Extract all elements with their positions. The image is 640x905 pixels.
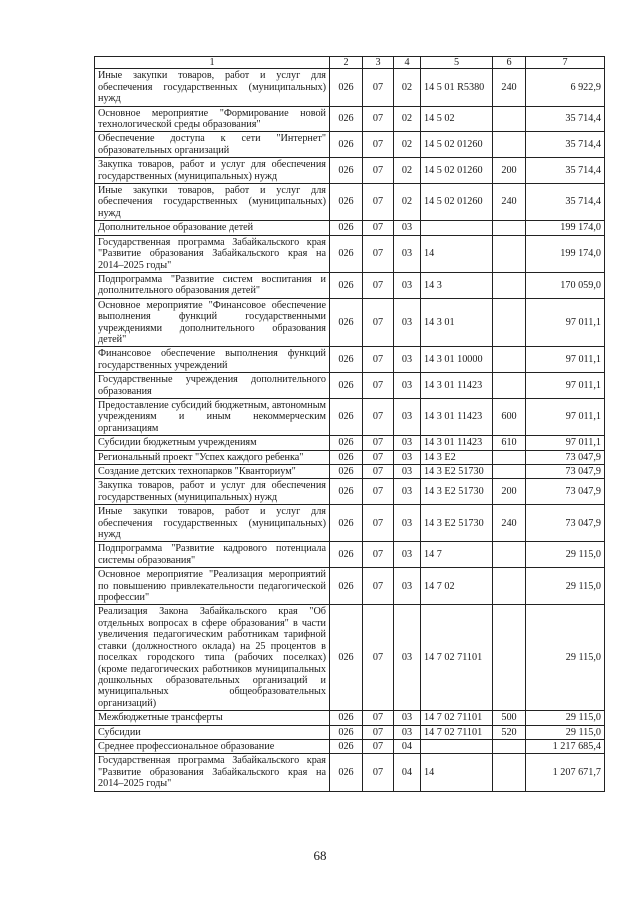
grbs-code: 026 — [330, 347, 363, 373]
section-code: 07 — [363, 754, 394, 791]
expense-type-code: 600 — [493, 398, 526, 435]
expense-type-code: 520 — [493, 725, 526, 739]
table-row — [95, 605, 605, 711]
section-code: 07 — [363, 711, 394, 725]
amount: 1 207 671,7 — [526, 754, 605, 791]
section-code: 07 — [363, 605, 394, 711]
table-row — [95, 450, 605, 464]
table-row — [95, 398, 605, 435]
row-name: Иные закупки товаров, работ и услуг для обеспечения государственных (муниципальных) нужд — [95, 505, 330, 542]
expense-type-code — [493, 272, 526, 298]
target-article-code: 14 — [421, 754, 493, 791]
subsection-code: 03 — [394, 298, 421, 347]
amount: 170 059,0 — [526, 272, 605, 298]
grbs-code: 026 — [330, 711, 363, 725]
section-code: 07 — [363, 106, 394, 132]
expense-type-code — [493, 739, 526, 753]
subsection-code: 03 — [394, 711, 421, 725]
section-code: 07 — [363, 542, 394, 568]
row-name: Создание детских технопарков "Кванториум" — [95, 465, 330, 479]
grbs-code: 026 — [330, 184, 363, 221]
amount: 97 011,1 — [526, 298, 605, 347]
amount: 97 011,1 — [526, 373, 605, 399]
amount: 1 217 685,4 — [526, 739, 605, 753]
subsection-code: 03 — [394, 505, 421, 542]
table-row — [95, 158, 605, 184]
grbs-code: 026 — [330, 605, 363, 711]
expense-type-code — [493, 106, 526, 132]
amount: 73 047,9 — [526, 450, 605, 464]
row-name: Субсидии бюджетным учреждениям — [95, 436, 330, 450]
amount: 6 922,9 — [526, 69, 605, 106]
row-name: Обеспечение доступа к сети "Интернет" образовательных организаций — [95, 132, 330, 158]
target-article-code: 14 3 — [421, 272, 493, 298]
expense-type-code: 500 — [493, 711, 526, 725]
section-code: 07 — [363, 347, 394, 373]
row-name: Иные закупки товаров, работ и услуг для обеспечения государственных (муниципальных) нужд — [95, 184, 330, 221]
table-row — [95, 725, 605, 739]
grbs-code: 026 — [330, 450, 363, 464]
target-article-code: 14 5 01 R5380 — [421, 69, 493, 106]
amount: 35 714,4 — [526, 106, 605, 132]
row-name: Предоставление субсидий бюджетным, автономным учреждениям и иным некоммерческим организациям — [95, 398, 330, 435]
target-article-code: 14 3 01 11423 — [421, 373, 493, 399]
subsection-code: 03 — [394, 605, 421, 711]
subsection-code: 03 — [394, 272, 421, 298]
target-article-code: 14 3 01 10000 — [421, 347, 493, 373]
row-name: Закупка товаров, работ и услуг для обеспечения государственных (муниципальных) нужд — [95, 158, 330, 184]
table-row — [95, 711, 605, 725]
expense-type-code: 240 — [493, 184, 526, 221]
grbs-code: 026 — [330, 505, 363, 542]
row-name: Государственные учреждения дополнительного образования — [95, 373, 330, 399]
column-header: 5 — [421, 57, 493, 69]
table-row — [95, 184, 605, 221]
subsection-code: 03 — [394, 347, 421, 373]
subsection-code: 03 — [394, 235, 421, 272]
subsection-code: 03 — [394, 725, 421, 739]
amount: 29 115,0 — [526, 568, 605, 605]
target-article-code — [421, 221, 493, 235]
grbs-code: 026 — [330, 542, 363, 568]
grbs-code: 026 — [330, 568, 363, 605]
table-row — [95, 106, 605, 132]
table-row — [95, 221, 605, 235]
row-name: Подпрограмма "Развитие систем воспитания и дополнительного образования детей" — [95, 272, 330, 298]
subsection-code: 03 — [394, 479, 421, 505]
expense-type-code: 240 — [493, 505, 526, 542]
section-code: 07 — [363, 398, 394, 435]
column-header: 2 — [330, 57, 363, 69]
column-header: 6 — [493, 57, 526, 69]
amount: 35 714,4 — [526, 158, 605, 184]
target-article-code: 14 7 — [421, 542, 493, 568]
subsection-code: 02 — [394, 132, 421, 158]
target-article-code: 14 5 02 01260 — [421, 184, 493, 221]
row-name: Реализация Закона Забайкальского края "Об отдельных вопросах в сфере образования" в части увеличения педагогическим работникам тарифной ставки (должностного оклада) на 25 процентов в поселках городского типа (рабочих поселках) (кроме педагогических работников муниципальных дошкольных образовательных организаций и муниципальных общеобразовательных организаций) — [95, 605, 330, 711]
table-row — [95, 479, 605, 505]
target-article-code: 14 7 02 — [421, 568, 493, 605]
section-code: 07 — [363, 373, 394, 399]
subsection-code: 03 — [394, 465, 421, 479]
row-name: Государственная программа Забайкальского края "Развитие образования Забайкальского края на 2014–2025 годы" — [95, 754, 330, 791]
grbs-code: 026 — [330, 398, 363, 435]
row-name: Финансовое обеспечение выполнения функций государственных учреждений — [95, 347, 330, 373]
table-row — [95, 542, 605, 568]
expense-type-code — [493, 465, 526, 479]
column-header: 7 — [526, 57, 605, 69]
table-row — [95, 298, 605, 347]
table-row — [95, 505, 605, 542]
expense-type-code — [493, 605, 526, 711]
section-code: 07 — [363, 465, 394, 479]
grbs-code: 026 — [330, 754, 363, 791]
grbs-code: 026 — [330, 298, 363, 347]
target-article-code: 14 7 02 71101 — [421, 605, 493, 711]
subsection-code: 03 — [394, 398, 421, 435]
column-header: 1 — [95, 57, 330, 69]
subsection-code: 03 — [394, 568, 421, 605]
target-article-code: 14 3 01 — [421, 298, 493, 347]
column-header: 3 — [363, 57, 394, 69]
budget-table — [94, 56, 605, 792]
section-code: 07 — [363, 739, 394, 753]
row-name: Основное мероприятие "Реализация мероприятий по повышению привлекательности педагогической профессии" — [95, 568, 330, 605]
section-code: 07 — [363, 221, 394, 235]
row-name: Подпрограмма "Развитие кадрового потенциала системы образования" — [95, 542, 330, 568]
grbs-code: 026 — [330, 132, 363, 158]
row-name: Межбюджетные трансферты — [95, 711, 330, 725]
row-name: Основное мероприятие "Финансовое обеспечение выполнения функций государственными учреждениями дополнительного образования детей" — [95, 298, 330, 347]
expense-type-code — [493, 347, 526, 373]
section-code: 07 — [363, 450, 394, 464]
table-row — [95, 132, 605, 158]
amount: 73 047,9 — [526, 505, 605, 542]
expense-type-code — [493, 568, 526, 605]
section-code: 07 — [363, 479, 394, 505]
subsection-code: 03 — [394, 450, 421, 464]
table-row — [95, 235, 605, 272]
amount: 199 174,0 — [526, 235, 605, 272]
page-number: 68 — [313, 848, 327, 863]
expense-type-code — [493, 221, 526, 235]
table-row — [95, 436, 605, 450]
table-row — [95, 465, 605, 479]
target-article-code — [421, 739, 493, 753]
grbs-code: 026 — [330, 272, 363, 298]
target-article-code: 14 3 E2 51730 — [421, 479, 493, 505]
expense-type-code: 200 — [493, 479, 526, 505]
amount: 35 714,4 — [526, 132, 605, 158]
amount: 35 714,4 — [526, 184, 605, 221]
amount: 73 047,9 — [526, 479, 605, 505]
subsection-code: 03 — [394, 542, 421, 568]
subsection-code: 02 — [394, 69, 421, 106]
section-code: 07 — [363, 184, 394, 221]
expense-type-code — [493, 298, 526, 347]
row-name: Государственная программа Забайкальского края "Развитие образования Забайкальского края на 2014–2025 годы" — [95, 235, 330, 272]
table-row — [95, 69, 605, 106]
section-code: 07 — [363, 725, 394, 739]
grbs-code: 026 — [330, 739, 363, 753]
section-code: 07 — [363, 158, 394, 184]
expense-type-code — [493, 235, 526, 272]
amount: 97 011,1 — [526, 347, 605, 373]
amount: 73 047,9 — [526, 465, 605, 479]
target-article-code: 14 — [421, 235, 493, 272]
section-code: 07 — [363, 69, 394, 106]
amount: 199 174,0 — [526, 221, 605, 235]
subsection-code: 03 — [394, 221, 421, 235]
target-article-code: 14 3 E2 51730 — [421, 505, 493, 542]
row-name: Закупка товаров, работ и услуг для обеспечения государственных (муниципальных) нужд — [95, 479, 330, 505]
amount: 97 011,1 — [526, 398, 605, 435]
table-row — [95, 568, 605, 605]
table-row — [95, 739, 605, 753]
section-code: 07 — [363, 568, 394, 605]
table-header-row — [95, 57, 605, 69]
section-code: 07 — [363, 272, 394, 298]
row-name: Среднее профессиональное образование — [95, 739, 330, 753]
target-article-code: 14 5 02 01260 — [421, 158, 493, 184]
target-article-code: 14 3 01 11423 — [421, 398, 493, 435]
subsection-code: 03 — [394, 436, 421, 450]
subsection-code: 02 — [394, 158, 421, 184]
grbs-code: 026 — [330, 373, 363, 399]
column-header: 4 — [394, 57, 421, 69]
amount: 29 115,0 — [526, 711, 605, 725]
table-row — [95, 272, 605, 298]
table-row — [95, 373, 605, 399]
amount: 29 115,0 — [526, 605, 605, 711]
amount: 29 115,0 — [526, 542, 605, 568]
table-row — [95, 347, 605, 373]
grbs-code: 026 — [330, 465, 363, 479]
amount: 29 115,0 — [526, 725, 605, 739]
grbs-code: 026 — [330, 158, 363, 184]
section-code: 07 — [363, 298, 394, 347]
subsection-code: 04 — [394, 754, 421, 791]
expense-type-code — [493, 450, 526, 464]
target-article-code: 14 7 02 71101 — [421, 725, 493, 739]
subsection-code: 04 — [394, 739, 421, 753]
expense-type-code — [493, 754, 526, 791]
section-code: 07 — [363, 436, 394, 450]
target-article-code: 14 5 02 — [421, 106, 493, 132]
target-article-code: 14 7 02 71101 — [421, 711, 493, 725]
grbs-code: 026 — [330, 725, 363, 739]
subsection-code: 03 — [394, 373, 421, 399]
grbs-code: 026 — [330, 479, 363, 505]
grbs-code: 026 — [330, 106, 363, 132]
row-name: Региональный проект "Успех каждого ребенка" — [95, 450, 330, 464]
expense-type-code: 240 — [493, 69, 526, 106]
expense-type-code: 610 — [493, 436, 526, 450]
grbs-code: 026 — [330, 221, 363, 235]
target-article-code: 14 3 E2 51730 — [421, 465, 493, 479]
grbs-code: 026 — [330, 69, 363, 106]
subsection-code: 02 — [394, 106, 421, 132]
row-name: Субсидии — [95, 725, 330, 739]
expense-type-code — [493, 132, 526, 158]
target-article-code: 14 5 02 01260 — [421, 132, 493, 158]
amount: 97 011,1 — [526, 436, 605, 450]
expense-type-code: 200 — [493, 158, 526, 184]
expense-type-code — [493, 542, 526, 568]
table-row — [95, 754, 605, 791]
section-code: 07 — [363, 505, 394, 542]
expense-type-code — [493, 373, 526, 399]
row-name: Дополнительное образование детей — [95, 221, 330, 235]
section-code: 07 — [363, 235, 394, 272]
grbs-code: 026 — [330, 436, 363, 450]
target-article-code: 14 3 E2 — [421, 450, 493, 464]
grbs-code: 026 — [330, 235, 363, 272]
section-code: 07 — [363, 132, 394, 158]
target-article-code: 14 3 01 11423 — [421, 436, 493, 450]
row-name: Основное мероприятие "Формирование новой технологической среды образования" — [95, 106, 330, 132]
row-name: Иные закупки товаров, работ и услуг для обеспечения государственных (муниципальных) нужд — [95, 69, 330, 106]
subsection-code: 02 — [394, 184, 421, 221]
